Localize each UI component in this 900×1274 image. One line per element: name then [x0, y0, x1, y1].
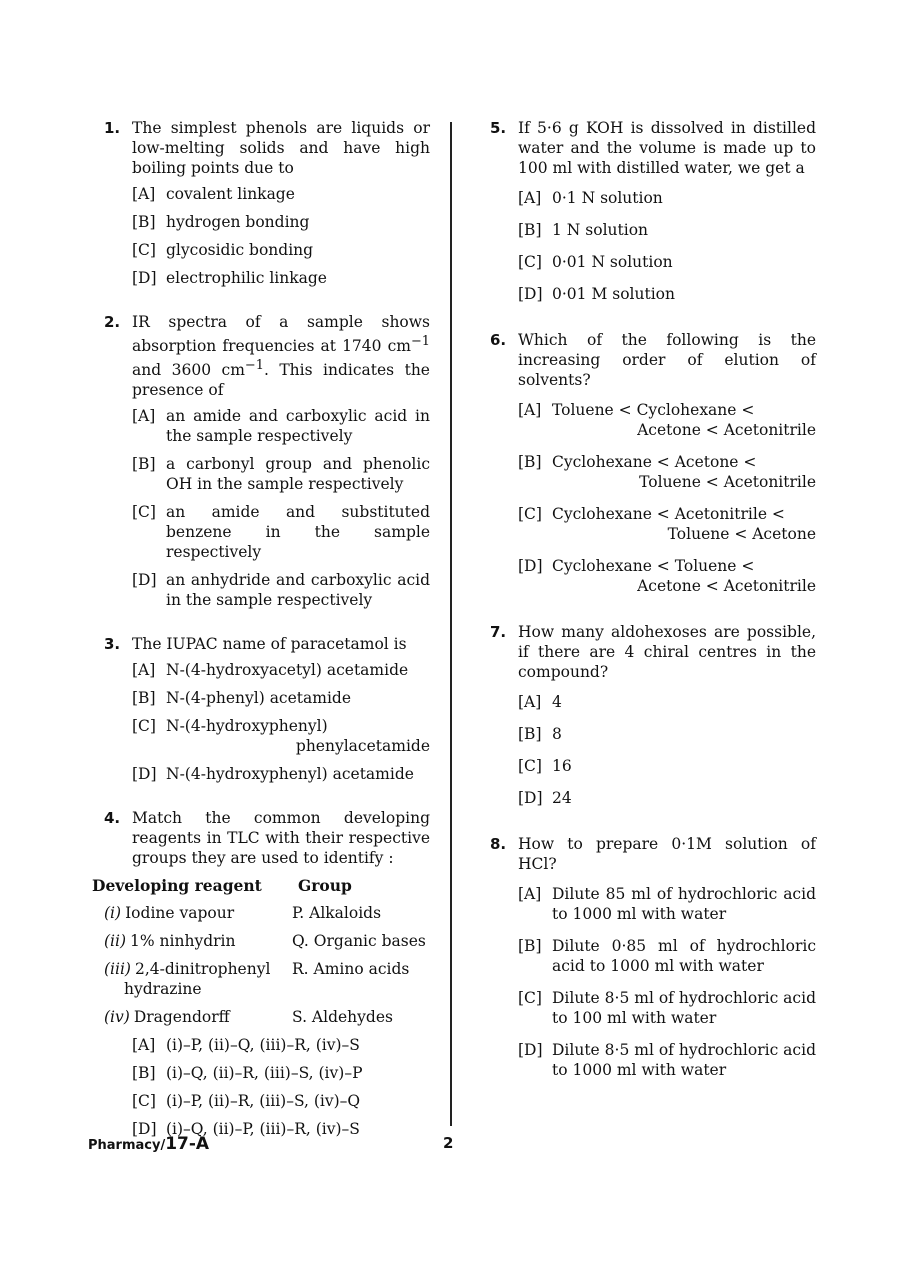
- option-label: [D]: [132, 571, 157, 590]
- option-a[interactable]: [132, 1035, 430, 1055]
- option-label: [D]: [518, 557, 543, 575]
- option-d[interactable]: [518, 1040, 816, 1080]
- stem-text: and 3600 cm: [132, 361, 245, 380]
- option-text: Dilute 0·85 ml of hydrochloric acid to 1000 ml with water: [552, 937, 816, 975]
- option-text: [552, 400, 816, 440]
- option-text: glycosidic bonding: [166, 241, 314, 259]
- reagent-name: Iodine vapour: [125, 904, 235, 923]
- match-row: [92, 1007, 430, 1027]
- option-a[interactable]: [518, 188, 816, 208]
- option-text: [166, 716, 430, 756]
- option-line: Acetone < Acetonitrile: [637, 577, 816, 595]
- option-a[interactable]: [132, 184, 430, 204]
- question-stem: How many aldohexoses are possible, if there are 4 chiral centres in the compound?: [518, 623, 816, 681]
- question-stem: [132, 312, 430, 400]
- option-text: N-(4-hydroxyacetyl) acetamide: [166, 661, 409, 680]
- match-row: [92, 931, 430, 951]
- option-text: 8: [552, 725, 562, 743]
- question-stem: If 5·6 g KOH is dissolved in distilled water and the volume is made up to 100 ml with distilled water, we get a: [518, 119, 816, 177]
- question-4: [104, 808, 430, 868]
- option-b[interactable]: [518, 452, 816, 492]
- option-list: [518, 400, 816, 596]
- footer-subject: Pharmacy/: [88, 1138, 166, 1153]
- option-label: [C]: [132, 1092, 156, 1111]
- option-label: [A]: [518, 885, 542, 903]
- option-label: [C]: [132, 503, 156, 522]
- option-label: [A]: [132, 1036, 156, 1055]
- option-label: [C]: [132, 241, 156, 259]
- option-d[interactable]: [518, 556, 816, 596]
- option-list: [518, 188, 816, 304]
- footer-series: 17-A: [165, 1134, 210, 1154]
- question-number: 2.: [104, 313, 121, 331]
- question-number: 1.: [104, 119, 121, 137]
- option-list: [104, 1035, 430, 1139]
- option-text: an amide and substituted benzene in the sample respectively: [166, 503, 430, 562]
- match-row: [92, 903, 430, 923]
- question-8: [490, 834, 816, 1080]
- option-d[interactable]: [132, 570, 430, 610]
- option-c[interactable]: [518, 756, 816, 776]
- reagent-cell: [92, 959, 292, 999]
- question-number: 3.: [104, 635, 121, 654]
- option-list: [132, 184, 430, 288]
- reagent-cell: [92, 903, 292, 923]
- option-label: [A]: [132, 407, 156, 426]
- question-stem: Match the common developing reagents in TLC with their respective groups they are used to identify :: [132, 809, 430, 868]
- option-label: [D]: [518, 789, 543, 807]
- question-stem: Which of the following is the increasing order of elution of solvents?: [518, 331, 816, 389]
- option-b[interactable]: [132, 454, 430, 494]
- option-c[interactable]: [132, 240, 430, 260]
- option-text: (i)–Q, (ii)–R, (iii)–S, (iv)–P: [166, 1064, 363, 1083]
- option-text: 1 N solution: [552, 221, 649, 239]
- reagent-cell: [92, 931, 292, 951]
- reagent-cell: [92, 1007, 292, 1027]
- option-text: 24: [552, 789, 572, 807]
- option-d[interactable]: [132, 268, 430, 288]
- option-line: phenylacetamide: [295, 737, 430, 756]
- option-label: [A]: [518, 189, 542, 207]
- option-label: [C]: [518, 757, 542, 775]
- match-table: [92, 876, 430, 1139]
- option-text: 16: [552, 757, 572, 775]
- option-label: [B]: [132, 1064, 156, 1083]
- option-b[interactable]: [132, 1063, 430, 1083]
- right-column: [490, 118, 816, 1092]
- match-header: [92, 876, 430, 896]
- option-text: Dilute 8·5 ml of hydrochloric acid to 1000 ml with water: [552, 1041, 816, 1079]
- option-label: [B]: [132, 213, 156, 231]
- option-text: N-(4-hydroxyphenyl) acetamide: [166, 765, 414, 784]
- option-label: [A]: [518, 693, 542, 711]
- match-row: [92, 959, 430, 999]
- option-b[interactable]: [132, 212, 430, 232]
- option-text: covalent linkage: [166, 185, 295, 203]
- option-a[interactable]: [518, 692, 816, 712]
- option-label: [C]: [518, 253, 542, 271]
- option-text: [552, 556, 816, 596]
- question-stem: The IUPAC name of paracetamol is: [132, 635, 407, 654]
- option-label: [B]: [132, 455, 156, 474]
- option-b[interactable]: [518, 936, 816, 976]
- roman-numeral: (ii): [104, 932, 127, 951]
- option-label: [C]: [518, 505, 542, 523]
- reagent-name: 1% ninhydrin: [130, 932, 236, 951]
- option-line: Toluene < Acetone: [667, 525, 816, 543]
- option-d[interactable]: [518, 788, 816, 808]
- option-list: [518, 884, 816, 1080]
- option-label: [A]: [132, 661, 156, 680]
- option-line: Toluene < Acetonitrile: [639, 473, 816, 491]
- option-text: hydrogen bonding: [166, 213, 310, 231]
- option-a[interactable]: [132, 660, 430, 680]
- stem-text: . This indicates the presence of: [132, 361, 430, 400]
- roman-numeral: (i): [104, 904, 122, 923]
- group-cell: R. Amino acids: [292, 960, 410, 979]
- option-label: [D]: [518, 285, 543, 303]
- option-text: an anhydride and carboxylic acid in the sample respectively: [166, 571, 430, 610]
- option-d[interactable]: [132, 764, 430, 784]
- option-label: [B]: [518, 453, 542, 471]
- option-label: [B]: [518, 937, 542, 955]
- option-list: [518, 692, 816, 808]
- option-line: Cyclohexane < Toluene <: [552, 557, 755, 575]
- option-label: [B]: [132, 689, 156, 708]
- question-number: 4.: [104, 809, 121, 828]
- column-divider: [450, 122, 452, 1126]
- option-c[interactable]: [132, 502, 430, 562]
- option-label: [A]: [132, 185, 156, 203]
- question-number: 7.: [490, 623, 507, 641]
- question-3: [104, 634, 430, 784]
- option-label: [D]: [132, 765, 157, 784]
- option-c[interactable]: [518, 988, 816, 1028]
- option-a[interactable]: [518, 884, 816, 924]
- option-text: an amide and carboxylic acid in the sample respectively: [166, 407, 430, 446]
- roman-numeral: (iv): [104, 1008, 130, 1027]
- footer-code: [88, 1134, 209, 1154]
- group-cell: Q. Organic bases: [292, 932, 426, 951]
- superscript: −1: [410, 334, 430, 349]
- option-label: [D]: [132, 269, 157, 287]
- header-group: Group: [298, 876, 352, 896]
- option-c[interactable]: [518, 252, 816, 272]
- question-5: [490, 118, 816, 304]
- option-line: Cyclohexane < Acetonitrile <: [552, 505, 785, 523]
- option-label: [D]: [132, 1120, 157, 1139]
- group-cell: S. Aldehydes: [292, 1008, 393, 1027]
- header-reagent: Developing reagent: [92, 876, 262, 896]
- option-label: [C]: [132, 717, 156, 736]
- question-1: [104, 118, 430, 288]
- option-text: (i)–P, (ii)–Q, (iii)–R, (iv)–S: [166, 1036, 360, 1055]
- option-c[interactable]: [132, 716, 430, 756]
- question-number: 6.: [490, 331, 507, 349]
- option-text: Dilute 85 ml of hydrochloric acid to 1000 ml with water: [552, 885, 816, 923]
- question-number: 8.: [490, 835, 507, 853]
- option-label: [B]: [518, 221, 542, 239]
- option-a[interactable]: [132, 406, 430, 446]
- option-label: [C]: [518, 989, 542, 1007]
- option-b[interactable]: [518, 724, 816, 744]
- stem-text: IR spectra of a sample shows absorption frequencies at 1740 cm: [132, 313, 430, 356]
- option-d[interactable]: [518, 284, 816, 304]
- question-number: 5.: [490, 119, 507, 137]
- option-text: (i)–Q, (ii)–P, (iii)–R, (iv)–S: [166, 1120, 360, 1139]
- option-b[interactable]: [132, 688, 430, 708]
- option-text: 0·01 N solution: [552, 253, 673, 271]
- option-c[interactable]: [132, 1091, 430, 1111]
- reagent-name: Dragendorff: [133, 1008, 230, 1027]
- page-number: 2: [443, 1134, 454, 1152]
- question-stem: The simplest phenols are liquids or low-melting solids and have high boiling points due to: [132, 119, 430, 177]
- option-line: Toluene < Cyclohexane <: [552, 401, 755, 419]
- reagent-name: 2,4-dinitrophenyl hydrazine: [124, 960, 271, 999]
- roman-numeral: (iii): [104, 960, 131, 979]
- option-line: Acetone < Acetonitrile: [637, 421, 816, 439]
- option-text: 4: [552, 693, 562, 711]
- option-text: 0·1 N solution: [552, 189, 663, 207]
- option-text: Dilute 8·5 ml of hydrochloric acid to 100 ml with water: [552, 989, 816, 1027]
- option-text: [552, 452, 816, 492]
- superscript: −1: [244, 358, 264, 374]
- option-line: Cyclohexane < Acetone <: [552, 453, 757, 471]
- option-list: [132, 660, 430, 784]
- question-2: [104, 312, 430, 610]
- question-6: [490, 330, 816, 596]
- option-label: [D]: [518, 1041, 543, 1059]
- option-b[interactable]: [518, 220, 816, 240]
- option-a[interactable]: [518, 400, 816, 440]
- option-text: [552, 504, 816, 544]
- option-text: 0·01 M solution: [552, 285, 675, 303]
- option-label: [A]: [518, 401, 542, 419]
- question-7: [490, 622, 816, 808]
- option-label: [B]: [518, 725, 542, 743]
- option-text: a carbonyl group and phenolic OH in the sample respectively: [166, 455, 430, 494]
- option-c[interactable]: [518, 504, 816, 544]
- option-text: electrophilic linkage: [166, 269, 327, 287]
- option-text: (i)–P, (ii)–R, (iii)–S, (iv)–Q: [166, 1092, 361, 1111]
- group-cell: P. Alkaloids: [292, 904, 382, 923]
- option-list: [132, 406, 430, 610]
- question-stem: How to prepare 0·1M solution of HCl?: [518, 835, 816, 873]
- option-text: N-(4-phenyl) acetamide: [166, 689, 352, 708]
- option-line: N-(4-hydroxyphenyl): [166, 717, 328, 736]
